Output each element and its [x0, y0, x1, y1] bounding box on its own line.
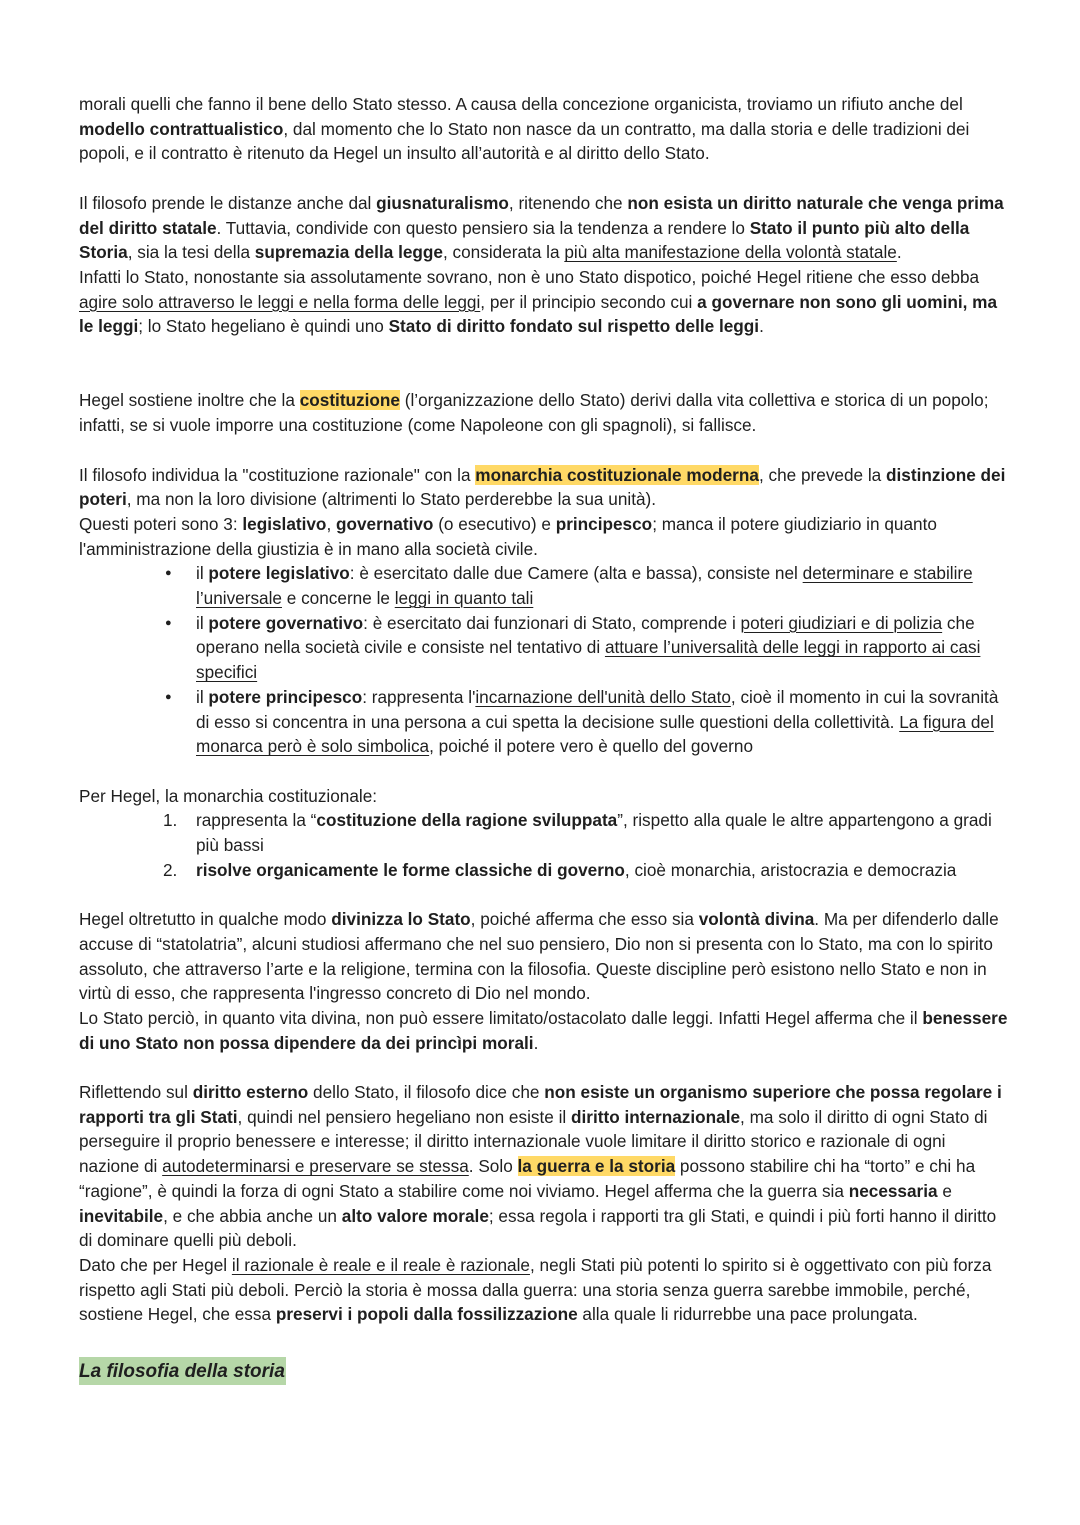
underlined-phrase: poteri giudiziari e di polizia	[740, 612, 943, 633]
bold-term: supremazia della legge	[254, 242, 443, 263]
bold-term: giusnaturalismo	[376, 192, 509, 213]
text-run: .	[533, 1032, 539, 1053]
list-item-text	[196, 810, 992, 855]
text-run: ; manca il potere giudiziario in quanto l'amministrazione della giustizia è in mano alla società civile.	[79, 513, 937, 559]
list-item-text	[196, 860, 956, 880]
text-run: .	[759, 316, 764, 337]
bold-term: preservi i popoli dalla fossilizzazione	[275, 1304, 578, 1325]
text-run: Questi poteri sono 3:	[79, 513, 243, 534]
text-run: . Tuttavia, condivide con questo pensiero sia la tendenza a rendere lo	[216, 217, 750, 238]
underlined-phrase	[475, 687, 731, 707]
text-run: ; essa regola i rapporti tra gli Stati, e quindi i più forti hanno il diritto di dominare quelli più deboli.	[79, 1205, 997, 1251]
text-run: ,	[326, 513, 336, 534]
bold-term: alto valore morale	[341, 1205, 489, 1226]
text-run: alla quale li ridurrebbe una pace prolungata.	[577, 1304, 918, 1325]
underlined-phrase: più alta manifestazione della volontà statale	[564, 242, 897, 263]
highlighted-term: la guerra e la storia	[517, 1156, 676, 1177]
bold-term: principesco	[555, 513, 653, 534]
bold-term: necessaria	[848, 1180, 938, 1201]
text-run: , poiché il potere vero è quello del governo	[429, 736, 754, 757]
paragraph-poteri	[79, 512, 1009, 561]
paragraph-stato-di-diritto	[79, 265, 1009, 339]
text-run: (o esecutivo) e	[433, 513, 556, 534]
powers-list	[79, 561, 1009, 759]
paragraph-costituzione	[79, 388, 1009, 437]
text-run: il	[196, 563, 209, 584]
text-run: Il filosofo prende le distanze anche dal	[79, 192, 377, 213]
bold-term: potere governativo	[208, 612, 364, 633]
paragraph-monarchy-intro: Per Hegel, la monarchia costituzionale:	[79, 785, 378, 806]
text-run: Il filosofo individua la "costituzione razionale" con la	[79, 464, 476, 485]
list-item-potere-legislativo	[196, 561, 1009, 610]
text-run: , e che abbia anche un	[163, 1205, 342, 1226]
text-run: : è esercitato dalle due Camere (alta e bassa), consiste nel	[349, 563, 803, 584]
list-number: 2.	[163, 859, 178, 880]
paragraph-organicism	[79, 92, 1009, 166]
text-run: , dal momento che lo Stato non nasce da un contratto, ma dalla storia e delle tradizioni dei popoli, e il contratto è ritenuto da Hegel un insulto all’autorità e al diritto dello Stato.	[79, 118, 970, 164]
paragraph-diritto-esterno	[79, 1080, 1009, 1253]
text-run: , per il principio secondo cui	[480, 291, 698, 312]
text-run: Dato che per Hegel	[79, 1254, 232, 1275]
text-run: , che prevede la	[758, 464, 887, 485]
highlighted-term: costituzione	[299, 390, 400, 411]
underlined-phrase	[232, 1255, 530, 1275]
bold-term: diritto esterno	[192, 1082, 309, 1103]
text-run: ”, rispetto alla quale le altre appartengono a gradi più bassi	[196, 810, 992, 856]
document-body	[79, 92, 1009, 1385]
text-run: Lo Stato perciò, in quanto vita divina, non può essere limitato/ostacolato dalle leggi. Infatti Hegel afferma che il	[79, 1007, 923, 1028]
bold-term: inevitabile	[79, 1205, 164, 1226]
bold-term: benessere di uno Stato non possa dipendere da dei princìpi morali	[79, 1007, 1008, 1053]
underlined-phrase: incarnazione dell'unità dello Stato	[475, 686, 731, 707]
bold-term: a governare non sono gli uomini, ma le leggi	[79, 291, 998, 337]
underlined-phrase: autodeterminarsi e preservare se stessa	[162, 1156, 469, 1177]
bold-term: legislativo	[242, 513, 327, 534]
underlined-phrase	[395, 588, 534, 608]
text-run: Hegel oltretutto in qualche modo	[79, 909, 332, 930]
text-run: Infatti lo Stato, nonostante sia assolutamente sovrano, non è uno Stato dispotico, poiché Hegel ritiene che esso debba	[79, 266, 980, 287]
list-item-potere-governativo	[196, 611, 1009, 685]
bold-term: Stato il punto più alto della Storia	[79, 217, 970, 263]
bold-term: Stato di diritto fondato sul rispetto delle leggi	[388, 316, 760, 337]
bold-term: potere legislativo	[208, 563, 350, 584]
monarchy-list	[79, 808, 1009, 882]
bold-term: divinizza lo Stato	[331, 909, 471, 930]
underlined-phrase: La figura del monarca però è solo simbolica	[196, 711, 994, 757]
text-run: che operano nella società civile e consiste nel tentativo di	[196, 612, 975, 658]
text-run: e concerne le	[281, 588, 395, 609]
text-run: il	[196, 612, 209, 633]
paragraph-razionale-reale	[79, 1253, 1009, 1327]
text-run: Hegel sostiene inoltre che la	[79, 390, 300, 411]
text-run: , cioè il momento in cui la sovranità di esso si concentra in una persona a cui spetta la decisione sulle questioni della collettività.	[196, 686, 999, 732]
text-run: , ritenendo che	[508, 192, 628, 213]
underlined-phrase	[79, 292, 480, 312]
text-run: , cioè monarchia, aristocrazia e democrazia	[624, 859, 957, 880]
underlined-phrase: leggi in quanto tali	[394, 588, 534, 609]
underlined-phrase: determinare e stabilire l’universale	[196, 563, 973, 609]
text-run: dello Stato, il filosofo dice che	[308, 1082, 545, 1103]
text-run: e	[937, 1180, 952, 1201]
bold-term: potere principesco	[208, 686, 363, 707]
text-run: . Ma per difenderlo dalle accuse di “statolatria”, alcuni studiosi affermano che nel suo pensiero, Dio non si presenta con lo Stato, ma con lo spirito assoluto, che attraverso l’arte e la religione, termina con la filosofia. Queste discipline però esistono nello Stato e non in virtù di esso, che rappresenta l'ingresso concreto di Dio nel mondo.	[79, 909, 999, 1004]
list-item-monarchy-2	[163, 858, 1009, 883]
text-run: , ma non la loro divisione (altrimenti lo Stato perderebbe la sua unità).	[126, 489, 657, 510]
text-run: . Solo	[468, 1156, 518, 1177]
text-run: : è esercitato dai funzionari di Stato, comprende i	[363, 612, 741, 633]
text-run: il	[196, 686, 209, 707]
text-run: , considerata la	[442, 242, 565, 263]
section-heading: La filosofia della storia	[79, 1357, 286, 1385]
bold-term: costituzione della ragione sviluppata	[316, 810, 618, 831]
bold-term: modello contrattualistico	[79, 118, 284, 139]
highlighted-term: monarchia costituzionale moderna	[475, 464, 759, 485]
list-number: 1.	[163, 810, 178, 831]
text-run: morali quelli che fanno il bene dello Stato stesso. A causa della concezione organicista, troviamo un rifiuto anche del	[79, 94, 963, 114]
text-run: , negli Stati più potenti lo spirito si è oggettivato con più forza rispetto agli Stati più deboli. Perciò la storia è mossa dalla guerra: una storia senza guerra sarebbe immobile, perché, sostiene Hegel, che essa	[79, 1254, 992, 1325]
paragraph-giusnaturalismo	[79, 191, 1009, 265]
underlined-phrase: agire solo attraverso le leggi e nella forma delle leggi	[79, 291, 481, 312]
text-run: rappresenta la “	[196, 810, 317, 831]
paragraph-vita-divina	[79, 1006, 1009, 1055]
text-run: , poiché afferma che esso sia	[470, 909, 699, 930]
text-run: .	[896, 242, 902, 263]
underlined-phrase	[162, 1156, 469, 1176]
bold-term: volontà divina	[698, 909, 815, 930]
text-run: possono stabilire chi ha “torto” e chi ha “ragione”, è quindi la forza di ogni Stato a stabilire come noi viviamo. Hegel afferma che la guerra sia	[79, 1156, 976, 1201]
text-run: ; lo Stato hegeliano è quindi uno	[138, 316, 389, 337]
text-run: : rappresenta l'	[362, 686, 476, 707]
paragraph-monarchia	[79, 463, 1009, 512]
bold-term: non esiste un organismo superiore che possa regolare i rapporti tra gli Stati	[79, 1082, 1002, 1127]
bold-term: distinzione dei poteri	[79, 464, 1006, 510]
list-item-potere-principesco	[196, 685, 1009, 759]
underlined-phrase: attuare l’universalità delle leggi in rapporto ai casi specifici	[196, 637, 981, 683]
bold-term: non esista un diritto naturale che venga prima del diritto statale	[79, 192, 1004, 238]
bold-term: risolve organicamente le forme classiche di governo	[196, 859, 625, 880]
bold-term: diritto internazionale	[571, 1106, 741, 1127]
bold-term: governativo	[336, 513, 434, 534]
text-run: , sia la tesi della	[127, 242, 255, 263]
underlined-phrase	[564, 242, 897, 262]
paragraph-divinizza	[79, 907, 1009, 1006]
underlined-phrase	[741, 613, 943, 633]
text-run: , quindi nel pensiero hegeliano non esiste il	[237, 1106, 572, 1127]
text-run: (l’organizzazione dello Stato) derivi dalla vita collettiva e storica di un popolo; infatti, se si vuole imporre una costituzione (come Napoleone con gli spagnoli), si fallisce.	[79, 390, 989, 436]
list-item-monarchy-1	[163, 808, 1009, 857]
text-run: Riflettendo sul	[79, 1082, 193, 1103]
underlined-phrase: il razionale è reale e il reale è razionale	[231, 1254, 530, 1275]
text-run: , ma solo il diritto di ogni Stato di perseguire il proprio benessere e interesse; il diritto internazionale vuole limitare il diritto storico e razionale di ogni nazione di	[79, 1106, 988, 1177]
